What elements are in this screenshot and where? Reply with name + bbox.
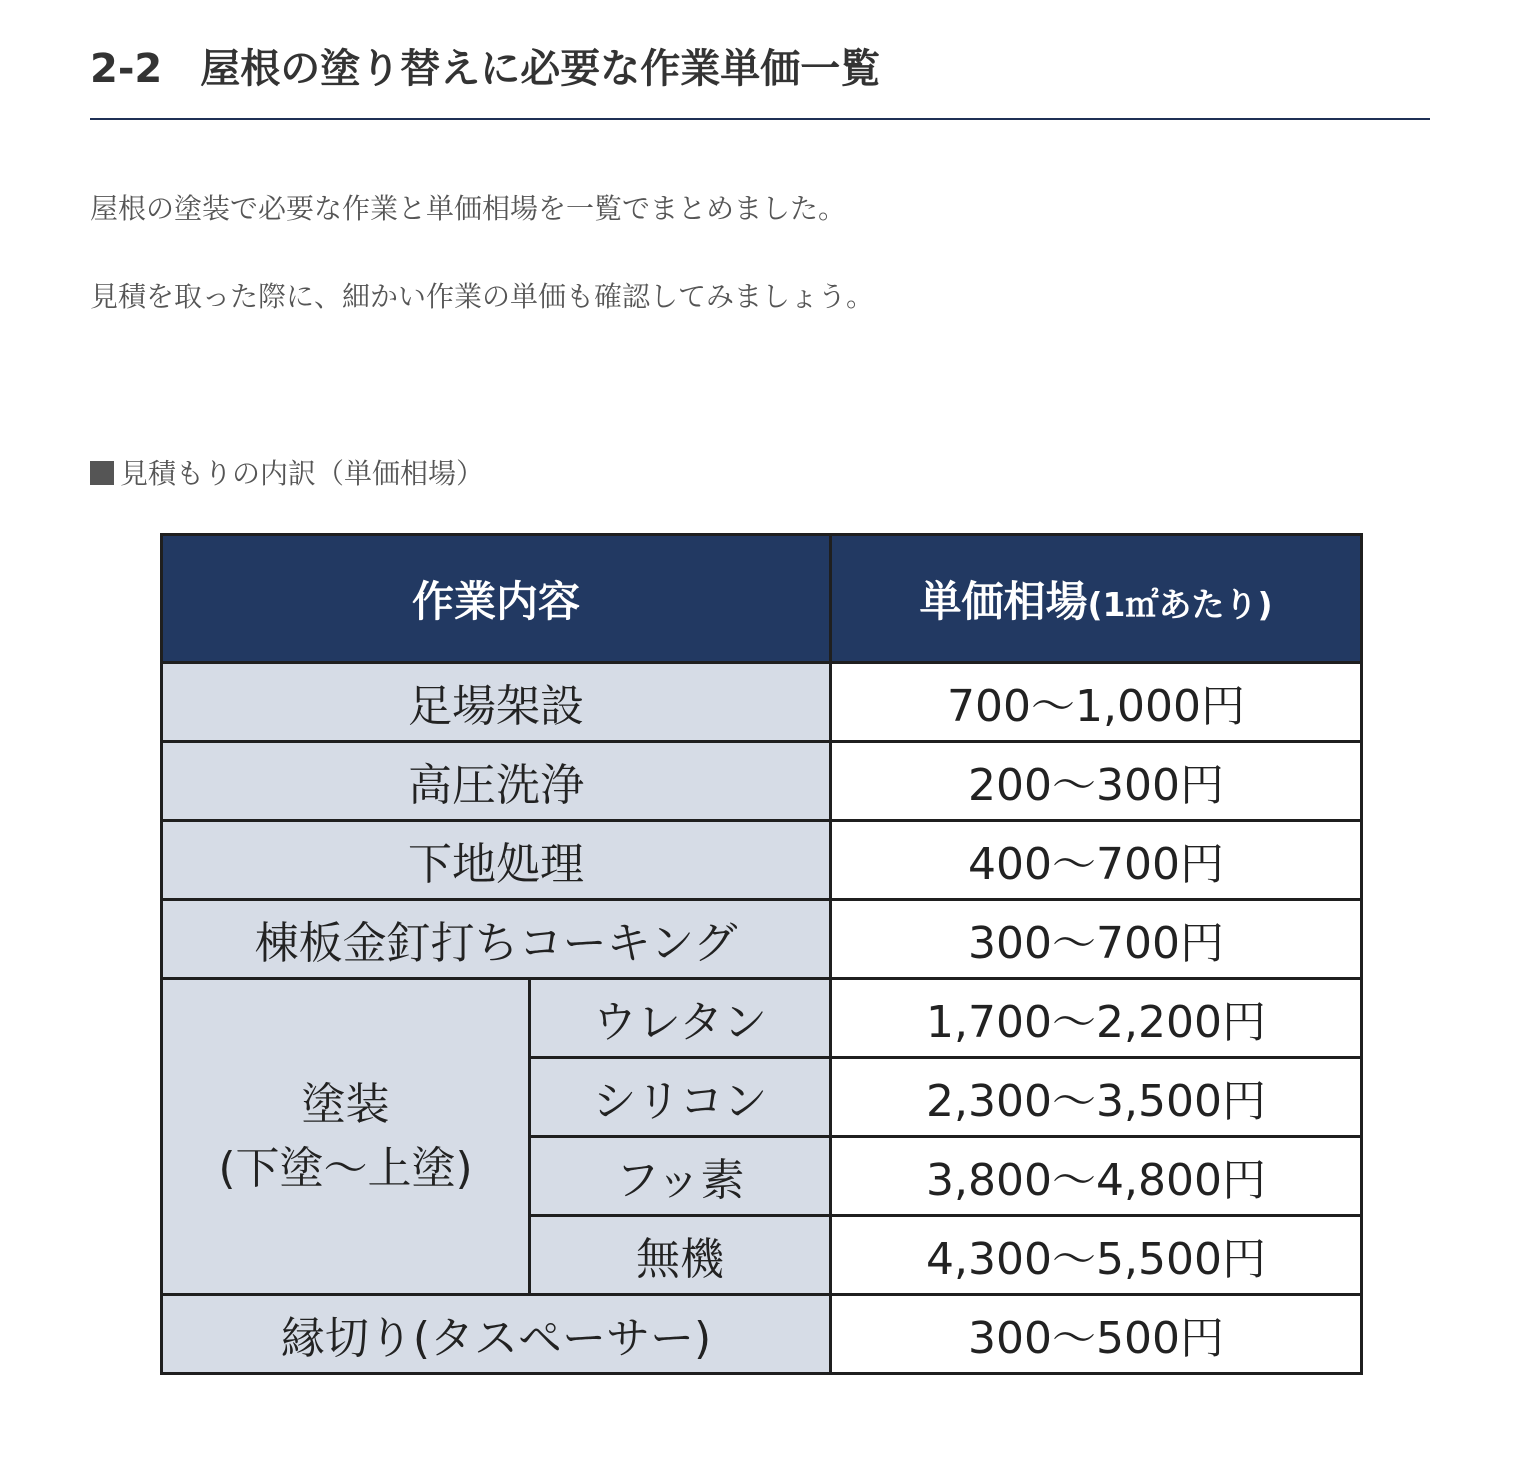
table-row — [162, 821, 1362, 900]
table-row — [162, 742, 1362, 821]
table-header-row — [162, 535, 1362, 663]
page-title — [90, 38, 1430, 100]
painting-group-cell — [162, 979, 530, 1295]
header-price — [831, 535, 1362, 663]
price-cell: 3,800〜4,800円 — [831, 1137, 1362, 1216]
paint-type-cell: 無機 — [530, 1216, 831, 1295]
group-label-line2: (下塗〜上塗) — [218, 1142, 473, 1194]
price-table-container — [160, 533, 1363, 1375]
work-cell: 棟板金釘打ちコーキング — [162, 900, 831, 979]
header-price-unit: (1㎡あたり) — [1087, 584, 1273, 624]
table-row — [162, 900, 1362, 979]
header-work: 作業内容 — [162, 535, 831, 663]
group-label-line1: 塗装 — [301, 1078, 390, 1130]
price-cell: 300〜500円 — [831, 1295, 1362, 1374]
table-caption-text: 見積もりの内訳（単価相場） — [120, 457, 485, 490]
intro-paragraph: 屋根の塗装で必要な作業と単価相場を一覧でまとめました。 — [90, 192, 847, 225]
price-cell: 400〜700円 — [831, 821, 1362, 900]
work-cell: 縁切り(タスペーサー) — [162, 1295, 831, 1374]
paint-type-cell: ウレタン — [530, 979, 831, 1058]
price-cell: 2,300〜3,500円 — [831, 1058, 1362, 1137]
paint-type-cell: シリコン — [530, 1058, 831, 1137]
section-heading — [90, 38, 1430, 120]
price-cell: 700〜1,000円 — [831, 663, 1362, 742]
table-row — [162, 1295, 1362, 1374]
work-cell: 高圧洗浄 — [162, 742, 831, 821]
work-cell: 下地処理 — [162, 821, 831, 900]
price-cell: 4,300〜5,500円 — [831, 1216, 1362, 1295]
price-cell: 200〜300円 — [831, 742, 1362, 821]
section-number: 2-2 — [90, 46, 163, 92]
square-bullet-icon — [90, 461, 114, 485]
table-row — [162, 663, 1362, 742]
header-price-main: 単価相場 — [919, 576, 1088, 626]
paint-type-cell: フッ素 — [530, 1137, 831, 1216]
work-cell: 足場架設 — [162, 663, 831, 742]
price-cell: 1,700〜2,200円 — [831, 979, 1362, 1058]
price-table — [160, 533, 1363, 1375]
table-row — [162, 979, 1362, 1058]
price-cell: 300〜700円 — [831, 900, 1362, 979]
intro-paragraph-2: 見積を取った際に、細かい作業の単価も確認してみましょう。 — [90, 280, 875, 313]
table-caption — [90, 454, 484, 494]
section-title: 屋根の塗り替えに必要な作業単価一覧 — [200, 46, 881, 92]
